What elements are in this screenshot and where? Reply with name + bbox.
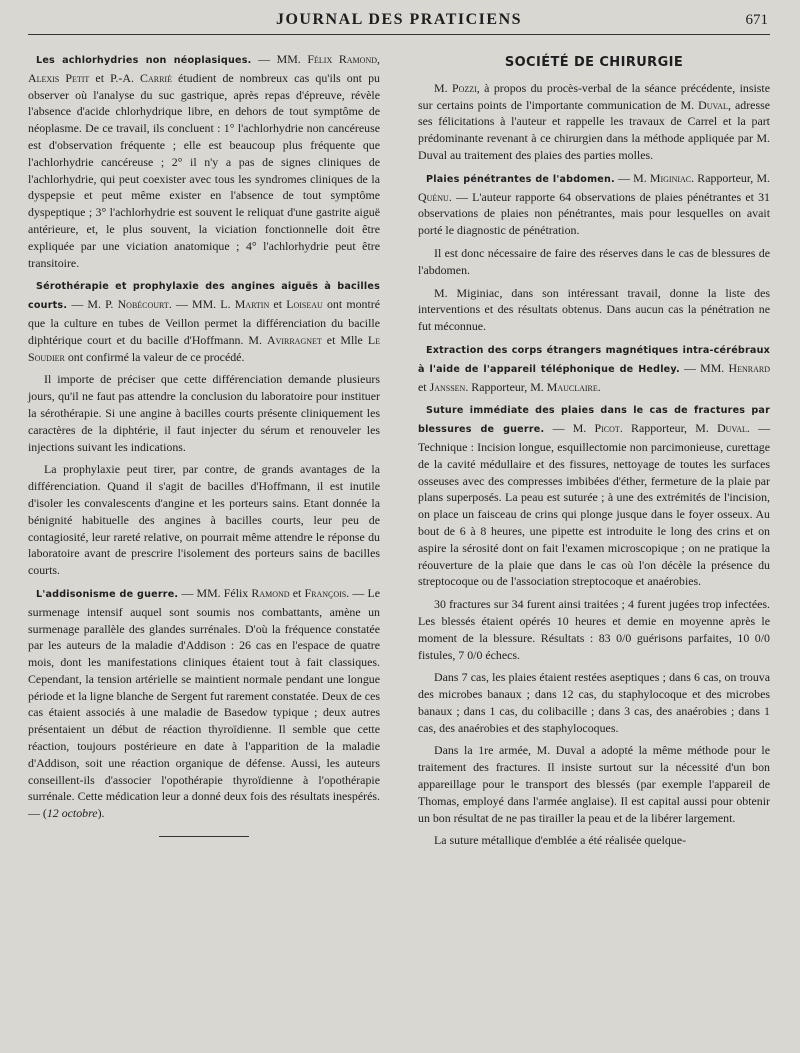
section-suture-fractures (418, 401, 770, 590)
end-rule (159, 836, 249, 837)
section-heading: Sérothérapie et prophylaxie des angines aiguës à bacilles courts. (28, 281, 380, 312)
text: . Rapporteur, M. (465, 379, 547, 394)
section-corps-etrangers (418, 341, 770, 395)
columns (28, 51, 770, 855)
running-header (28, 8, 770, 35)
body-text: ont montré que la culture en tubes de Veillon permet la différenciation du bacille diphtérique court et du bacille d'Hoffmann. M. (28, 297, 381, 347)
text: . (597, 379, 601, 394)
text: — M. (614, 170, 650, 185)
section-heading: Suture immédiate des plaies dans le cas de fractures par blessures de guerre. (418, 405, 770, 436)
author: Martin (234, 297, 270, 312)
text: — M. (544, 421, 595, 436)
section-serotherapie (28, 277, 380, 365)
paragraph: Dans 7 cas, les plaies étaient restées aseptiques ; dans 6 cas, on trouva des microbes banaux ; dans 12 cas, du staphylocoque et des microbes banaux ; dans 1 cas, du colibacille ; dans 3 cas, des anaérobies ; dans 1 cas, des anaérobies et des staphylocoques. (418, 670, 770, 735)
text: . — MM. L. (168, 297, 235, 312)
text: et (289, 585, 305, 600)
body-text: . — L'auteur rapporte 64 observations de plaies pénétrantes et 31 observations de plaies non pénétrantes, mais pour lesquelles on avait porté le diagnostic de pénétration. (418, 189, 770, 238)
section-heading: Plaies pénétrantes de l'abdomen. (426, 173, 615, 185)
text: et Mlle (321, 332, 368, 347)
author: Janssen (429, 379, 466, 394)
text: , (377, 52, 380, 66)
text: M. (434, 80, 452, 95)
author: Félix Ramond (307, 52, 378, 66)
section-addisonisme (28, 585, 380, 822)
author: François (304, 585, 347, 600)
body-text: étudient de nombreux cas qu'ils ont pu observer où l'analyse du suc gastrique, après repas d'épreuve, révèle l'absence d'acide chlorhydrique libre, en dehors de tout symptôme de néoplasme. De ce travail, ils concluent : 1° l'achlorhydrie non cancéreuse est d'observation fréquente ; elle est beaucoup plus fréquente que l'achlorhydrie cancéreuse ; 2° il n'y a pas de signes cliniques de l'achlorhydrie, qui peut coexister avec tous les syndromes cliniques de la dyspepsie et peut même exister en l'absence de tout symptôme dyspeptique ; 3° l'achlorhydrie est souvent le reliquat d'une gastrite aiguë antérieure, et, le plus souvent, la viciation fonctionnelle doit être expliquée par une viciation anatomique ; 4° l'achlorhydrie peut être transitoire. (28, 70, 380, 270)
paragraph: La suture métallique d'emblée a été réalisée quelque- (434, 833, 687, 848)
author: Quénu (418, 189, 449, 204)
author: Ramond (251, 585, 290, 600)
text: — MM. (251, 52, 308, 66)
author: Miginiac (649, 170, 692, 185)
section-plaies-abdomen (418, 170, 770, 239)
text: — MM. Félix (178, 585, 252, 600)
right-column (418, 51, 770, 855)
section-achlorhydries (28, 51, 380, 271)
paragraph: Dans la 1re armée, M. Duval a adopté la même méthode pour le traitement des fractures. Il insiste surtout sur la nécessité d'un bon appareillage pour le transport des blessés (par exemple l'appareil de Thomas, employé dans l'armée anglaise). Il est capital aussi pour obtenir un bon résultat de ne pas tirailler la peau et de la libérer largement. (418, 743, 770, 825)
page-number: 671 (745, 12, 768, 28)
author: Mauclaire (546, 379, 598, 394)
text: — M. P. (67, 297, 118, 312)
paragraph: M. Miginiac, dans son intéressant travail, donne la liste des interventions et des résultats obtenus. Dans aucun cas la pénétration ne fut méconnue. (418, 285, 770, 334)
text: . Rapporteur, M. (691, 170, 771, 185)
paragraph: 30 fractures sur 34 furent ainsi traitées ; 4 furent jugées trop infectées. Les blessés étaient opérés 10 heures et demie en moyenne après le moment de la blessure. Résultats : 83 0/0 guérisons parfaites, 10 0/0 fistules, 7 0/0 échecs. (418, 597, 770, 662)
author: Pozzi (451, 80, 477, 95)
body-text: . — Technique : Incision longue, esquillectomie non parcimonieuse, curettage de la cavité médullaire et des fissures, nettoyage de toutes les surfaces osseuses avec des compresses imbibées d'éther, fermeture de la plaie par plans superposés. La peau est suturée ; à une des extrémités de l'incision, on place un faisceau de crins qui plonge jusque dans le foyer osseux. Au bout de 6 à 8 heures, une pipette est introduite le long des crins et on aspire la sérosité dont on fait l'examen microscopique ; on ne pratique la réouverture de la plaie que dans le cas où l'on décèle la présence du streptocoque ou de l'association streptocoque et anaérobies. (418, 421, 770, 589)
date: 12 octobre (46, 806, 98, 821)
text: ). (97, 806, 105, 821)
text: et (89, 70, 111, 85)
author: Nobécourt (117, 297, 169, 312)
author: Duval (698, 97, 728, 112)
paragraph: Il est donc nécessaire de faire des réserves dans le cas de blessures de l'abdomen. (418, 245, 770, 277)
author: Le Soudier (28, 332, 380, 364)
text: . Rapporteur, M. (619, 421, 718, 436)
text: — MM. (679, 360, 729, 375)
text: et (418, 379, 430, 394)
body-text: ont confirmé la valeur de ce procédé. (64, 349, 245, 364)
author: Avirragnet (266, 332, 322, 347)
paragraph-pozzi (418, 80, 770, 164)
author: Loiseau (286, 297, 323, 312)
author: Alexis Petit (28, 70, 90, 85)
section-heading: Extraction des corps étrangers magnétiques intra-cérébraux à l'aide de l'appareil téléphonique de Hedley. (418, 344, 770, 375)
text: et (269, 297, 287, 312)
left-column (28, 51, 380, 855)
author: Picot (594, 421, 620, 436)
section-heading: Les achlorhydries non néoplasiques. (36, 55, 252, 66)
body-text: . — Le surmenage intensif auquel sont soumis nos combattants, amène un surmenage parallèle des glandes surrénales. D'où la fréquence constatée par les auteurs de la maladie d'Addison : 26 cas en l'espace de quatre mois, dont les manifestations cliniques étaient tout à fait classiques. Cependant, la tension artérielle se maintient normale pendant une longue période et la ligne blanche de Sergent fut rarement constatée. Deux de ces cas étaient associés à une maladie de Basedow typique ; deux autres présentaient un début de réaction thyroïdienne. Il semble que cette réaction, toujours postérieure en date à l'apparition de la maladie d'Addison, soit une réaction organique de défense. Aussi, les auteurs conseillent-ils d'associer l'opothérapie thyroïdienne à l'opothérapie surrénale. Cette médication leur a donné deux fois des résultats inespérés. — ( (28, 585, 381, 821)
body-text: , à propos du procès-verbal de la séance précédente, insiste sur certains points de l'importante communication de M. (418, 80, 770, 112)
author: Duval (717, 421, 747, 436)
paragraph: La prophylaxie peut tirer, par contre, de grands avantages de la différenciation. Quand il s'agit de bacilles d'Hoffmann, il est inutile d'isoler les convalescents d'angine et les porteurs sains. Etant donnée la bénignité habituelle des angines à bacilles courts, leur peu de contagiosité, leur rareté relative, on pourrait même attendre le réponse du laboratoire avant de prescrire l'isolement des porteurs sains de bacilles courts. (28, 462, 380, 578)
journal-title: JOURNAL DES PRATICIENS (275, 11, 523, 28)
author: P.-A. Carrié (110, 70, 172, 85)
paragraph: Il importe de préciser que cette différenciation demande plusieurs jours, qu'il ne faut pas attendre la conclusion du laboratoire pour instituer la sérothérapie. Si une angine à bacilles courts présente cliniquement les caractères de la diphtérie, il faut injecter du sérum et renouveler les injections suivant les indications. (28, 372, 380, 454)
society-heading: SOCIÉTÉ DE CHIRURGIE (504, 55, 684, 70)
body-text: , adresse ses félicitations à l'auteur et rappelle les travaux de Carrel et la part prédominante revenant à ce chirurgien dans la méthode appliquée par M. Duval au traitement des plaies des parties molles. (418, 97, 770, 162)
section-heading: L'addisonisme de guerre. (36, 588, 179, 600)
author: Henrard (728, 360, 770, 375)
